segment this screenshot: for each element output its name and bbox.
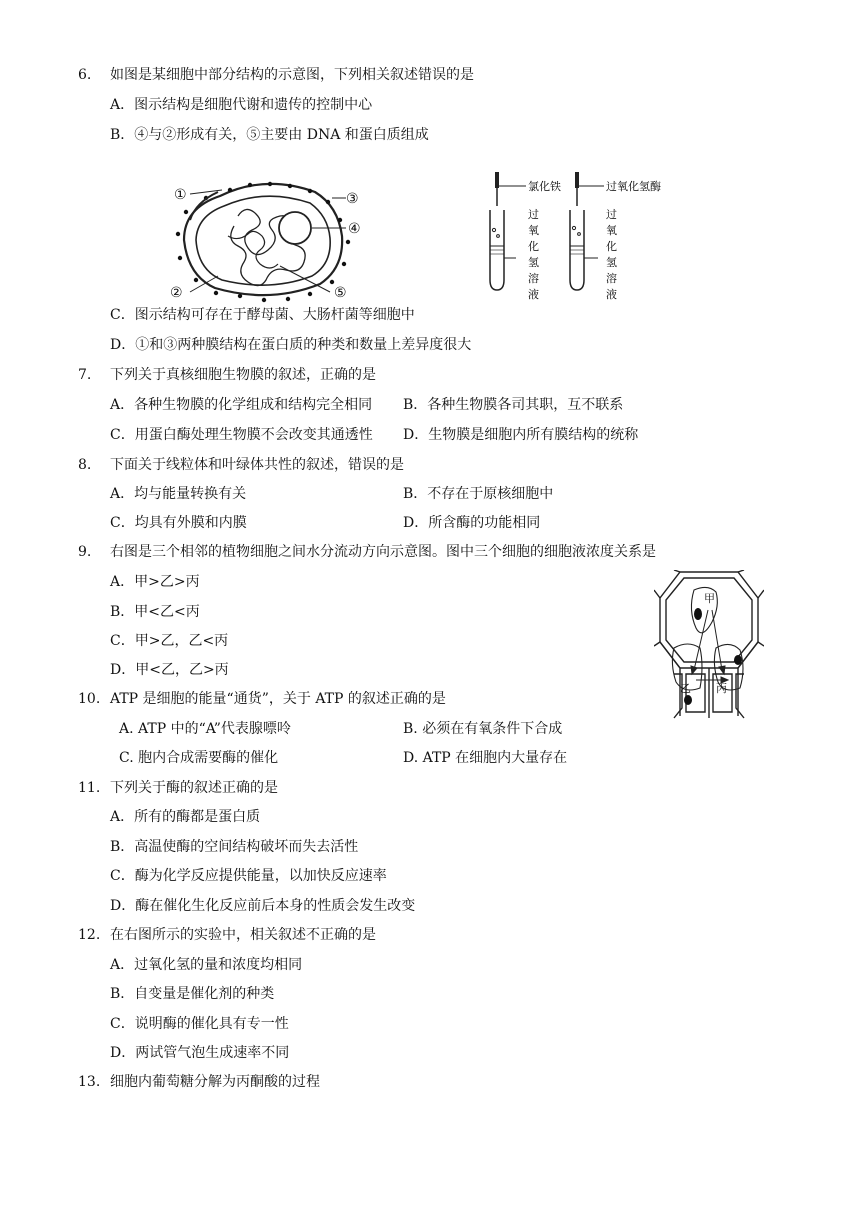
q12-option-c: C．说明酶的催化具有专一性	[110, 1016, 289, 1032]
q7-number: 7.	[78, 367, 92, 383]
q9-stem: 右图是三个相邻的植物细胞之间水分流动方向示意图。图中三个细胞的细胞液浓度关系是	[110, 544, 656, 560]
plant-cells-diagram	[654, 570, 764, 720]
q8-number: 8.	[78, 457, 92, 473]
label-1: ①	[174, 187, 187, 203]
q10-option-a: A. ATP 中的“A”代表腺嘌呤	[119, 721, 291, 737]
left-dropper	[495, 172, 526, 206]
cell-yi-label: 乙	[680, 682, 691, 695]
svg-text:氧: 氧	[528, 224, 539, 237]
q13-stem: 细胞内葡萄糖分解为丙酮酸的过程	[110, 1074, 320, 1090]
q12-stem: 在右图所示的实验中，相关叙述不正确的是	[110, 927, 376, 943]
q7-option-b: B．各种生物膜各司其职，互不联系	[403, 397, 624, 413]
q9-option-d: D．甲<乙，乙>丙	[110, 662, 229, 678]
left-tube-label	[528, 207, 539, 300]
outer-membrane	[184, 184, 342, 295]
q8-option-c: C．均具有外膜和内膜	[110, 515, 247, 531]
q6-number: 6.	[78, 67, 92, 83]
svg-text:氢: 氢	[528, 256, 539, 269]
q6-option-c: C．图示结构可存在于酵母菌、大肠杆菌等细胞中	[110, 307, 415, 323]
q12-option-a: A．过氧化氢的量和浓度均相同	[110, 957, 303, 973]
q12-number: 12.	[78, 927, 101, 943]
svg-text:溶: 溶	[606, 272, 617, 285]
svg-text:氢: 氢	[606, 256, 617, 269]
q7-option-a: A．各种生物膜的化学组成和结构完全相同	[110, 397, 373, 413]
q11-option-b: B．高温使酶的空间结构破坏而失去活性	[110, 839, 359, 855]
q13-number: 13.	[78, 1074, 101, 1090]
label-3: ③	[346, 191, 359, 207]
q11-number: 11.	[78, 780, 101, 796]
svg-text:液: 液	[528, 288, 539, 300]
label-2: ②	[170, 285, 183, 301]
right-tube-label	[606, 207, 617, 300]
q12-option-b: B．自变量是催化剂的种类	[110, 986, 275, 1002]
cell-bing-label: 丙	[716, 682, 727, 695]
q7-stem: 下列关于真核细胞生物膜的叙述，正确的是	[110, 367, 376, 383]
er-line	[190, 192, 218, 220]
q10-option-d: D. ATP 在细胞内大量存在	[403, 750, 568, 766]
svg-text:化: 化	[606, 240, 617, 253]
left-reagent-label: 氯化铁	[528, 180, 561, 193]
q8-option-b: B．不存在于原核细胞中	[403, 486, 554, 502]
right-dropper	[575, 172, 604, 206]
svg-text:氧: 氧	[606, 224, 617, 237]
q11-option-c: C．酶为化学反应提供能量，以加快反应速率	[110, 868, 387, 884]
q8-option-d: D．所含酶的功能相同	[403, 515, 541, 531]
q7-option-c: C．用蛋白酶处理生物膜不会改变其通透性	[110, 427, 373, 443]
q8-option-a: A．均与能量转换有关	[110, 486, 247, 502]
svg-text:过: 过	[528, 208, 539, 221]
svg-text:溶: 溶	[528, 272, 539, 285]
q9-number: 9.	[78, 544, 92, 560]
q10-option-c: C. 胞内合成需要酶的催化	[119, 750, 279, 766]
q10-option-b: B. 必须在有氧条件下合成	[403, 721, 563, 737]
q8-stem: 下面关于线粒体和叶绿体共性的叙述，错误的是	[110, 457, 404, 473]
nucleolus	[279, 212, 311, 244]
q11-stem: 下列关于酶的叙述正确的是	[110, 780, 278, 796]
q11-option-a: A．所有的酶都是蛋白质	[110, 809, 261, 825]
q9-option-b: B．甲<乙<丙	[110, 604, 200, 620]
q9-option-c: C．甲>乙，乙<丙	[110, 633, 229, 649]
inner-membrane	[196, 196, 330, 285]
q10-number: 10.	[78, 691, 101, 707]
svg-text:液: 液	[606, 288, 617, 300]
test-tube-diagram	[486, 170, 706, 300]
q9-option-a: A．甲>乙>丙	[110, 574, 200, 590]
q6-option-a: A．图示结构是细胞代谢和遗传的控制中心	[110, 97, 373, 113]
svg-text:化: 化	[528, 240, 539, 253]
label-5: ⑤	[334, 285, 347, 301]
q6-option-b: B．④与②形成有关，⑤主要由 DNA 和蛋白质组成	[110, 127, 429, 143]
q6-option-d: D．①和③两种膜结构在蛋白质的种类和数量上差异度很大	[110, 337, 472, 353]
q12-option-d: D．两试管气泡生成速率不同	[110, 1045, 290, 1061]
cell-jia-label: 甲	[704, 592, 715, 605]
svg-text:过: 过	[606, 208, 617, 221]
q7-option-d: D．生物膜是细胞内所有膜结构的统称	[403, 427, 639, 443]
q10-stem: ATP 是细胞的能量“通货”，关于 ATP 的叙述正确的是	[110, 691, 446, 707]
q11-option-d: D．酶在催化生化反应前后本身的性质会发生改变	[110, 898, 416, 914]
label-4: ④	[348, 221, 361, 237]
nucleus-diagram	[160, 176, 370, 306]
right-reagent-label: 过氧化氢酶	[606, 180, 661, 193]
q6-stem: 如图是某细胞中部分结构的示意图，下列相关叙述错误的是	[110, 67, 474, 83]
